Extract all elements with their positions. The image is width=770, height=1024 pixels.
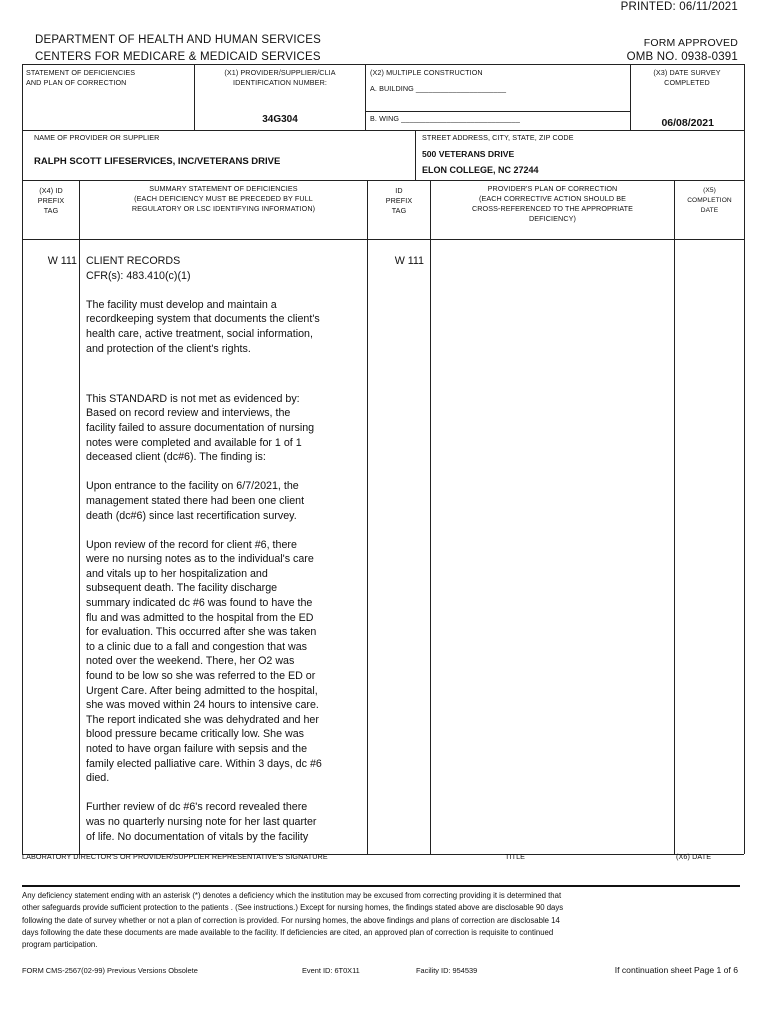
building-label: A. BUILDING ______________________	[370, 84, 507, 93]
facility-id: Facility ID: 954539	[416, 966, 478, 975]
disclaimer: Any deficiency statement ending with an asterisk (*) denotes a deficiency which the institution may be excused from correcting providing it is determined that other safeguards provide sufficient protection to the patients . (See instructions.) Except for nursing homes, the findings stated above are disclosable 90 days following the date of survey whether or not a plan of correction is provided. For nursing homes, the above findings and plans of correction are disclosable 14 days following the date these documents are made available to the facility. If deficiencies are cited, an approved plan of correction is requisite to continued program participation.	[22, 891, 564, 950]
paragraph: Upon entrance to the facility on 6/7/2021, the management stated there had been one client death (dc#6) since last recertification survey.	[86, 480, 305, 522]
deficiency-text	[86, 254, 366, 859]
title-label: TITLE	[505, 852, 526, 861]
x3-value: 06/08/2021	[661, 117, 714, 129]
form-approved: FORM APPROVED	[643, 37, 738, 49]
summary-header: SUMMARY STATEMENT OF DEFICIENCIES (EACH DEFICIENCY MUST BE PRECEDED BY FULL REGULATORY OR LSC IDENTIFYING INFORMATION)	[131, 184, 316, 213]
address-label: STREET ADDRESS, CITY, STATE, ZIP CODE	[422, 133, 574, 142]
omb-number: OMB NO. 0938-0391	[626, 51, 738, 63]
date-label: (X6) DATE	[676, 852, 712, 861]
id-prefix-header: ID PREFIX TAG	[385, 186, 413, 215]
x1-value: 34G304	[262, 114, 298, 125]
tag-right: W 111	[394, 255, 424, 267]
statement-label: STATEMENT OF DEFICIENCIES AND PLAN OF CORRECTION	[26, 68, 136, 87]
agency-title: CENTERS FOR MEDICARE & MEDICAID SERVICES	[35, 51, 321, 63]
x3-label: (X3) DATE SURVEY COMPLETED	[653, 68, 721, 87]
paragraph: CLIENT RECORDS CFR(s): 483.410(c)(1)	[86, 255, 191, 282]
x4-header: (X4) ID PREFIX TAG	[37, 186, 65, 215]
plan-header: PROVIDER'S PLAN OF CORRECTION (EACH CORRECTIVE ACTION SHOULD BE CROSS-REFERENCED TO THE APPROPRIATE DEFICIENCY)	[471, 184, 634, 223]
address-line2: ELON COLLEGE, NC 27244	[422, 165, 539, 175]
signature-label: LABORATORY DIRECTOR'S OR PROVIDER/SUPPLIER REPRESENTATIVE'S SIGNATURE	[22, 852, 328, 861]
page-indicator: If continuation sheet Page 1 of 6	[614, 965, 738, 975]
address-line1: 500 VETERANS DRIVE	[422, 149, 515, 159]
paragraph: This STANDARD is not met as evidenced by: Based on record review and interviews, the facility failed to assure documentation of nursing notes were completed and available for 1 of 1 deceased client (dc#6). The finding is:	[86, 392, 315, 464]
x1-label: (X1) PROVIDER/SUPPLIER/CLIA IDENTIFICATION NUMBER:	[224, 68, 336, 87]
paragraph: Further review of dc #6's record revealed there was no quarterly nursing note for her last quarter of life. No documentation of vitals by the facility	[86, 801, 317, 843]
x5-header: (X5) COMPLETION DATE	[687, 187, 732, 214]
paragraph	[86, 371, 366, 378]
x2-label: (X2) MULTIPLE CONSTRUCTION	[370, 68, 483, 77]
provider-name: RALPH SCOTT LIFESERVICES, INC/VETERANS DRIVE	[34, 156, 281, 167]
event-id: Event ID: 6T0X11	[302, 966, 360, 975]
paragraph: Upon review of the record for client #6, there were no nursing notes as to the individual's care and vitals up to her hospitalization and subsequent death. The facility discharge summary indicated dc #6 was found to have the flu and was admitted to the hospital from the ED for evaluation. This occurred after she was taken to a clinic due to a fall and congestion that was noted over the weekend. There, her O2 was found to be low so she was referred to the ED or Urgent Care. After being admitted to the hospital, she was moved within 24 hours to intensive care. The report indicated she was dehydrated and her blood pressure became critically low. She was noted to have organ failure with sepsis and the family elected palliative care. Within 3 days, dc #6 died.	[86, 538, 322, 785]
provider-name-label: NAME OF PROVIDER OR SUPPLIER	[34, 133, 160, 142]
printed-date: PRINTED: 06/11/2021	[620, 1, 738, 13]
tag-left: W 111	[47, 255, 77, 267]
form-number: FORM CMS-2567(02-99) Previous Versions Obsolete	[22, 966, 198, 975]
wing-label: B. WING _____________________________	[370, 114, 520, 123]
department-title: DEPARTMENT OF HEALTH AND HUMAN SERVICES	[35, 34, 321, 46]
paragraph: The facility must develop and maintain a recordkeeping system that documents the client's health care, active treatment, social information, and protection of the client's rights.	[86, 298, 320, 355]
